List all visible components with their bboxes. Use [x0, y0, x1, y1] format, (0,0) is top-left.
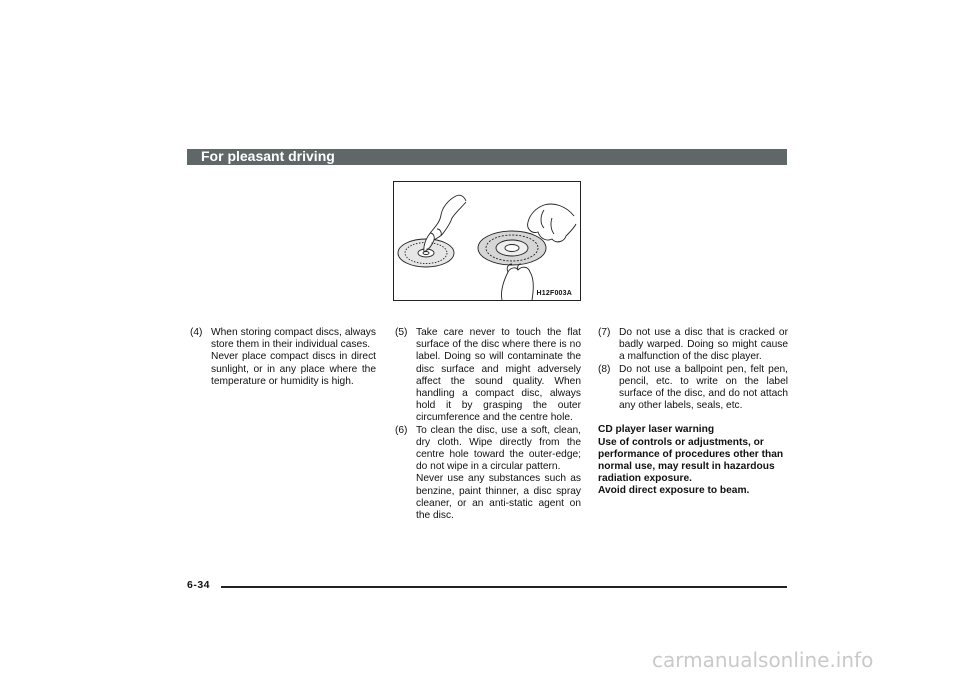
column-1 — [190, 327, 376, 388]
list-item-6 — [395, 425, 581, 523]
list-item-5 — [395, 327, 581, 425]
column-3 — [598, 327, 788, 498]
item-paragraph: When storing compact discs, always store them in their individual cases. — [211, 327, 376, 351]
laser-warning-text: Use of controls or adjustments, or performance of procedures other than normal use, may result in hazardous radiation exposure. — [598, 436, 784, 485]
item-number: (7) — [598, 327, 611, 338]
watermark: carmanualsonline.info — [652, 648, 874, 672]
section-title: For pleasant driving — [201, 148, 335, 164]
laser-warning-heading: CD player laser warning — [598, 424, 715, 436]
item-paragraph: To clean the disc, use a soft, clean, dry cloth. Wipe directly from the centre hole toward the outer-edge; do not wipe in a circular pattern. — [416, 424, 581, 473]
item-paragraph: Do not use a ballpoint pen, felt pen, pencil, etc. to write on the label surface of the disc, and do not attach any other labels, seals, etc. — [619, 363, 788, 412]
item-paragraph: Never place compact discs in direct sunlight, or in any place where the temperature or humidity is high. — [211, 351, 376, 387]
list-item-7 — [598, 327, 788, 364]
cd-handling-drawing — [394, 182, 580, 300]
item-number: (4) — [190, 327, 203, 338]
footer-rule — [221, 586, 787, 588]
list-item-8 — [598, 364, 788, 413]
item-number: (6) — [395, 424, 408, 436]
laser-warning-text: Avoid direct exposure to beam. — [598, 485, 750, 497]
left-disc-figure — [398, 195, 466, 267]
cd-handling-illustration — [393, 181, 581, 301]
list-item-4 — [190, 327, 376, 388]
item-paragraph: Take care never to touch the flat surface of the disc where there is no label. Doing so will contaminate the disc surface and might adversely affect the sound quality. When handling a compact disc, always hold it by grasping the outer circumference and the centre hole. — [416, 327, 581, 424]
figure-code: H12F003A — [536, 290, 572, 297]
item-number: (5) — [395, 327, 408, 338]
page-number: 6-34 — [187, 579, 211, 591]
section-header-bar — [187, 149, 787, 165]
column-2 — [395, 327, 581, 522]
item-number: (8) — [598, 363, 611, 375]
laser-warning — [598, 424, 788, 497]
item-paragraph: Never use any substances such as benzine, paint thinner, a disc spray cleaner, or an anti-static agent on the disc. — [416, 473, 581, 522]
item-paragraph: Do not use a disc that is cracked or badly warped. Doing so might cause a malfunction of the disc player. — [619, 327, 788, 363]
right-disc-figure — [478, 204, 576, 300]
